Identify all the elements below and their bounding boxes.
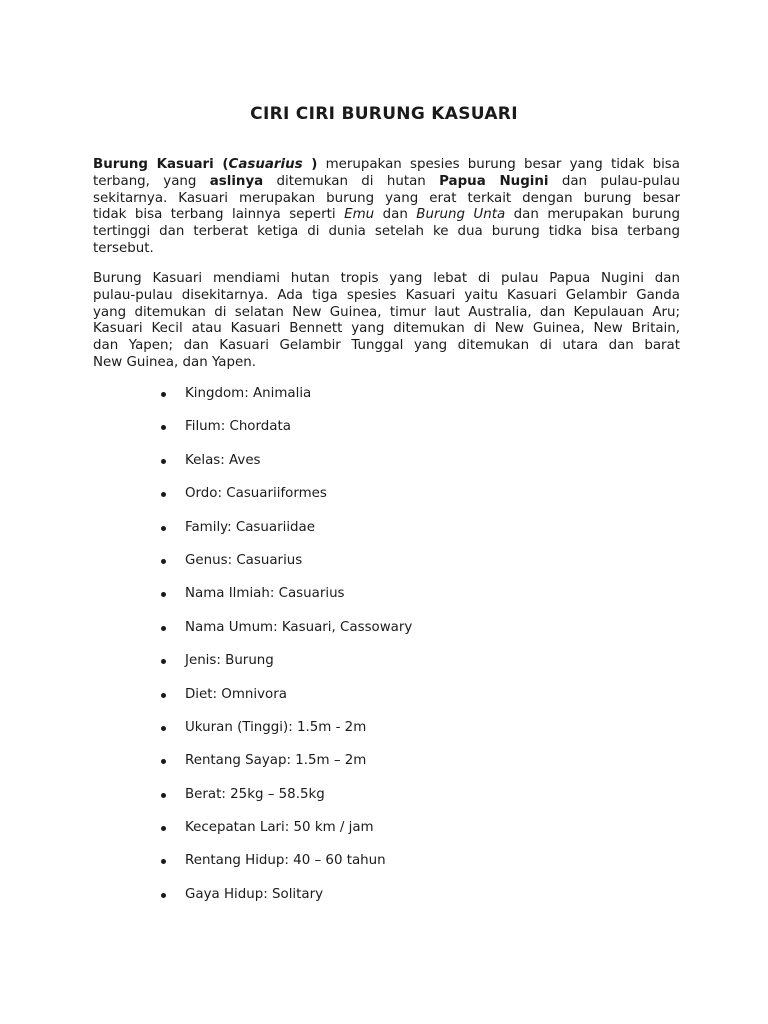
italic-text: Burung Unta <box>416 207 506 223</box>
list-item-text: Diet: Omnivora <box>185 686 287 702</box>
list-item-text: Nama Umum: Kasuari, Cassowary <box>185 619 413 635</box>
italic-bold-text: Casuarius <box>228 157 303 172</box>
list-item-text: Gaya Hidup: Solitary <box>185 886 324 902</box>
list-item <box>160 718 412 751</box>
bullet-dot-icon <box>161 626 166 631</box>
bullet-dot-icon <box>161 425 166 430</box>
bullet-dot-icon <box>161 826 166 831</box>
paragraph-line: Kasuari Kecil atau Kasuari Bennett yang ditemukan di New Guinea, New Britain, <box>93 321 680 337</box>
list-item <box>160 751 412 784</box>
list-item-text: Kingdom: Animalia <box>185 386 312 401</box>
list-item-text: Genus: Casuarius <box>185 552 303 568</box>
paragraph-line: New Guinea, dan Yapen. <box>93 354 256 370</box>
list-item <box>160 584 412 617</box>
list-item-text: Rentang Hidup: 40 – 60 tahun <box>185 853 386 869</box>
text-span: merupakan spesies burung besar yang tidak bisa <box>317 157 680 172</box>
list-item-text: Ukuran (Tinggi): 1.5m - 2m <box>185 719 367 735</box>
list-item <box>160 685 412 718</box>
paragraph-line <box>93 157 680 174</box>
text-span: dan pulau-pulau <box>548 173 680 189</box>
list-item-text: Jenis: Burung <box>185 653 274 669</box>
text-span: dan merupakan burung <box>505 207 680 223</box>
bullet-dot-icon <box>161 726 166 731</box>
paragraph-line: tertinggi dan terberat ketiga di dunia setelah ke dua burung tidka bisa terbang <box>93 224 680 240</box>
list-item <box>160 551 412 584</box>
bold-text: Papua Nugini <box>439 173 549 189</box>
list-item-text: Family: Casuariidae <box>185 519 315 535</box>
bullet-dot-icon <box>161 392 166 397</box>
paragraph-habitat <box>93 271 680 372</box>
bullet-dot-icon <box>161 659 166 664</box>
document-title: CIRI CIRI BURUNG KASUARI <box>250 104 518 124</box>
bullet-dot-icon <box>161 693 166 698</box>
paragraph-line <box>93 207 680 224</box>
list-item-text: Berat: 25kg – 58.5kg <box>185 786 325 802</box>
paragraph-line: sekitarnya. Kasuari merupakan burung yang erat terkait dengan burung besar <box>93 190 680 206</box>
list-item-text: Kelas: Aves <box>185 452 261 468</box>
bullet-dot-icon <box>161 592 166 597</box>
list-item <box>160 451 412 484</box>
bullet-dot-icon <box>161 793 166 798</box>
list-item <box>160 384 412 417</box>
text-span: tidak bisa terbang lainnya seperti <box>93 207 345 223</box>
bold-text: Burung Kasuari ( <box>93 157 229 172</box>
paragraph-line: dan Yapen; dan Kasuari Gelambir Tunggal yang ditemukan di utara dan barat <box>93 338 680 354</box>
bullet-dot-icon <box>161 859 166 864</box>
paragraph-line: tersebut. <box>93 240 154 256</box>
list-item-text: Nama Ilmiah: Casuarius <box>185 586 345 602</box>
list-item <box>160 417 412 450</box>
italic-text: Emu <box>344 207 375 223</box>
text-span: dan <box>374 207 417 223</box>
bullet-dot-icon <box>161 759 166 764</box>
list-item <box>160 618 412 651</box>
list-item <box>160 885 412 918</box>
list-item-text: Rentang Sayap: 1.5m – 2m <box>185 753 367 769</box>
bullet-dot-icon <box>161 559 166 564</box>
taxonomy-list <box>160 384 412 918</box>
list-item <box>160 851 412 884</box>
paragraph-line <box>93 174 680 191</box>
bullet-dot-icon <box>161 459 166 464</box>
bullet-dot-icon <box>161 893 166 898</box>
list-item-text: Ordo: Casuariiformes <box>185 486 327 502</box>
paragraph-line: yang ditemukan di selatan New Guinea, timur laut Australia, dan Kepulauan Aru; <box>93 304 680 320</box>
bold-text: ) <box>302 157 318 172</box>
list-item-text: Kecepatan Lari: 50 km / jam <box>185 820 374 836</box>
paragraph-line: pulau-pulau disekitarnya. Ada tiga spesies Kasuari yaitu Kasuari Gelambir Ganda <box>93 287 680 303</box>
bold-text: aslinya <box>209 173 264 189</box>
list-item <box>160 484 412 517</box>
list-item-text: Filum: Chordata <box>185 419 291 435</box>
text-span: ditemukan di hutan <box>263 173 440 189</box>
list-item <box>160 518 412 551</box>
text-span: terbang, yang <box>93 173 210 189</box>
paragraph-intro <box>93 157 680 258</box>
bullet-dot-icon <box>161 492 166 497</box>
list-item <box>160 818 412 851</box>
paragraph-line: Burung Kasuari mendiami hutan tropis yang lebat di pulau Papua Nugini dan <box>93 271 680 286</box>
list-item <box>160 785 412 818</box>
list-item <box>160 651 412 684</box>
bullet-dot-icon <box>161 526 166 531</box>
